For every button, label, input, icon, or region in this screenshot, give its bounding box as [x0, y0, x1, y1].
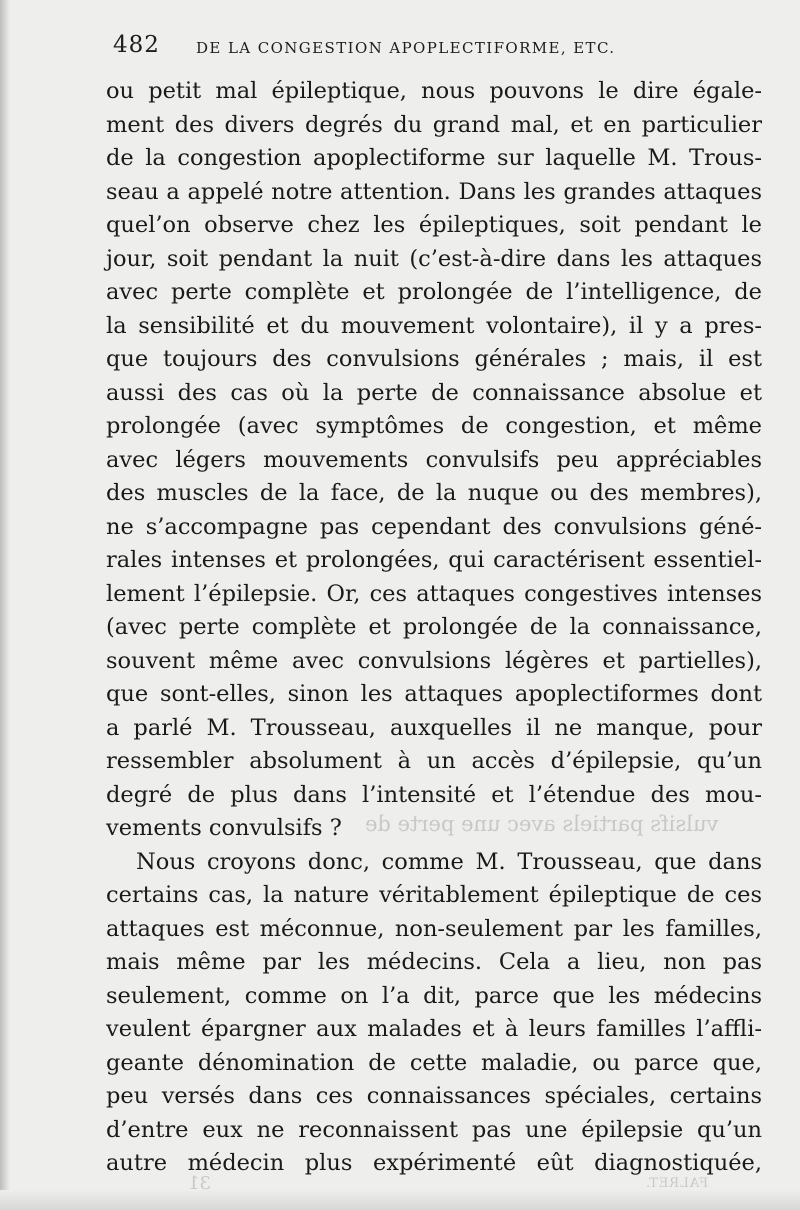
text-line: seulement, comme on l’a dit, parce que les médecins: [106, 982, 762, 1009]
text-line: mais même par les médecins. Cela a lieu, non pas: [106, 949, 762, 975]
body-text: [106, 75, 762, 1181]
page-gutter-shadow: [0, 0, 10, 1210]
text-line: avec perte complète et prolongée de l’intelligence, de: [106, 279, 762, 305]
text-line: souvent même avec convulsions légères et partielles),: [106, 647, 762, 674]
text-line: geante dénomination de cette maladie, ou parce que,: [106, 1049, 762, 1076]
text-line: ne s’accompagne pas cependant des convulsions géné-: [106, 513, 762, 540]
paragraph-end-line: vements convulsifs ?: [106, 815, 342, 841]
text-line: lement l’épilepsie. Or, ces attaques congestives intenses: [106, 580, 762, 607]
text-line: ment des divers degrés du grand mal, et en particulier: [106, 111, 762, 138]
text-line: jour, soit pendant la nuit (c’est-à-dire dans les attaques: [106, 245, 762, 272]
text-line: quel’on observe chez les épileptiques, soit pendant le: [106, 212, 762, 238]
text-line: autre médecin plus expérimenté eût diagnostiquée,: [106, 1150, 762, 1176]
text-line: ressembler absolument à un accès d’épilepsie, qu’un: [106, 748, 762, 774]
show-through-footer: FALRET.: [645, 1176, 709, 1191]
page-bottom-shadow: [0, 1190, 800, 1210]
text-line: degré de plus dans l’intensité et l’étendue des mou-: [106, 781, 762, 808]
page-header: [113, 32, 753, 66]
text-line: que toujours des convulsions générales ; mais, il est: [106, 346, 762, 372]
text-line: rales intenses et prolongées, qui caractérisent essentiel-: [106, 547, 762, 573]
text-line: la sensibilité et du mouvement volontaire), il y a pres-: [106, 312, 762, 339]
text-line: de la congestion apoplectiforme sur laquelle M. Trous-: [106, 145, 762, 171]
text-line: avec légers mouvements convulsifs peu appréciables: [106, 446, 762, 473]
text-line: attaques est méconnue, non-seulement par les familles,: [106, 915, 762, 942]
text-line: certains cas, la nature véritablement épileptique de ces: [106, 882, 762, 908]
text-line: d’entre eux ne reconnaissent pas une épilepsie qu’un: [106, 1116, 762, 1143]
text-line: a parlé M. Trousseau, auxquelles il ne manque, pour: [106, 714, 762, 741]
text-line: prolongée (avec symptômes de congestion, et même: [106, 413, 762, 439]
text-line: (avec perte complète et prolongée de la connaissance,: [106, 614, 762, 640]
text-line: aussi des cas où la perte de connaissance absolue et: [106, 379, 762, 406]
text-line: peu versés dans ces connaissances spéciales, certains: [106, 1083, 762, 1109]
running-title: DE LA CONGESTION APOPLECTIFORME, ETC.: [196, 39, 616, 57]
show-through-text: vulsifs partiels avec une perte de: [365, 812, 719, 836]
text-line: que sont-elles, sinon les attaques apoplectiformes dont: [106, 681, 762, 707]
text-line: ou petit mal épileptique, nous pouvons le dire égale-: [106, 78, 762, 104]
paragraph-start-line: Nous croyons donc, comme M. Trousseau, que dans: [136, 848, 762, 875]
page-number: 482: [113, 32, 160, 58]
text-line: des muscles de la face, de la nuque ou des membres),: [106, 480, 762, 506]
text-line: veulent épargner aux malades et à leurs familles l’affli-: [106, 1016, 762, 1042]
text-line: seau a appelé notre attention. Dans les grandes attaques: [106, 178, 762, 205]
show-through-signature: 31: [188, 1173, 211, 1194]
